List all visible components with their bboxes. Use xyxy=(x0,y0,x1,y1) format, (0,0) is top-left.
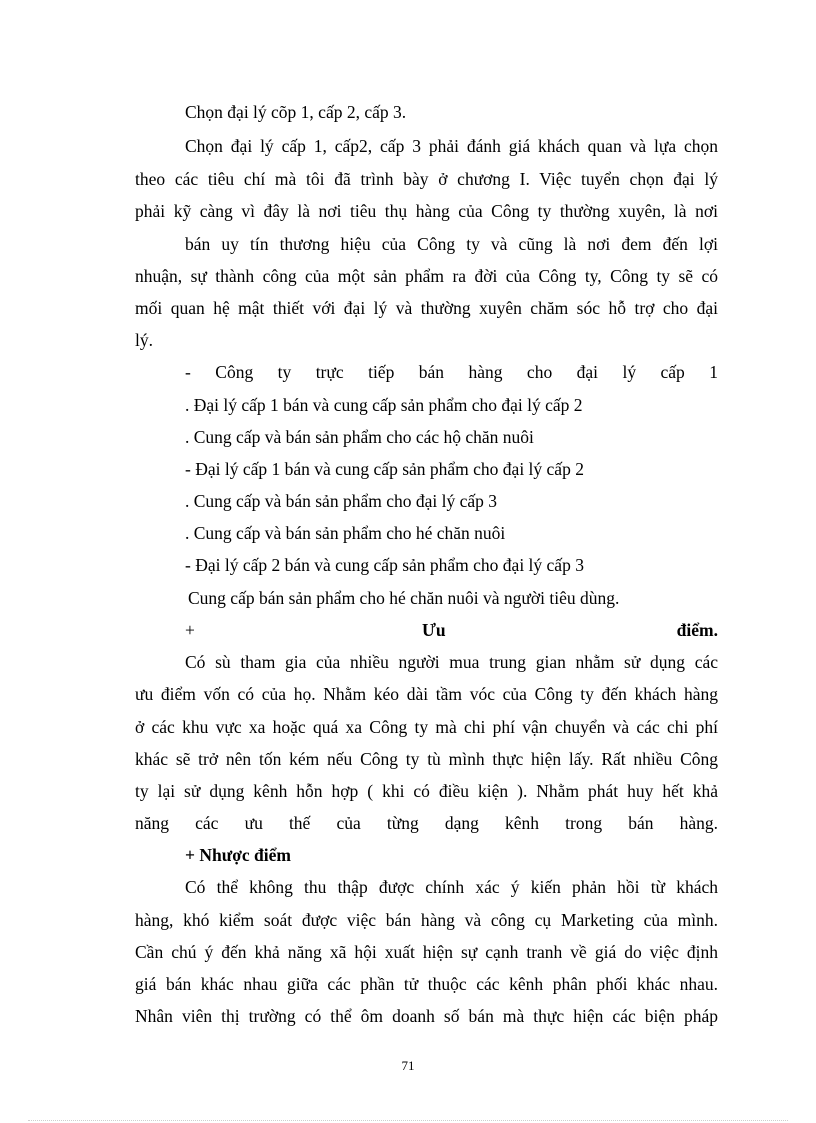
list-item: - Đại lý cấp 2 bán và cung cấp sản phẩm cho đại lý cấp 3 xyxy=(185,555,584,575)
list-item: . Cung cấp và bán sản phẩm cho hé chăn nuôi xyxy=(185,523,506,543)
text-line: giá bán khác nhau giữa các phần tử thuộc các kênh phân phối khác nhau. xyxy=(135,974,718,994)
text-line: Có thể không thu thập được chính xác ý kiến phản hồi từ khách xyxy=(185,877,718,897)
text-line: bán uy tín thương hiệu của Công ty và cũng là nơi đem đến lợi xyxy=(185,234,718,254)
text-line: Chọn đại lý cõp 1, cấp 2, cấp 3. xyxy=(185,102,407,122)
text-line: khác sẽ trở nên tốn kém nếu Công ty tù mình thực hiện lấy. Rất nhiều Công xyxy=(135,749,718,769)
text-line: phải kỹ càng vì đây là nơi tiêu thụ hàng của Công ty thường xuyên, là nơi xyxy=(135,201,718,221)
heading-plus: + xyxy=(185,620,195,640)
text-line: Cung cấp bán sản phẩm cho hé chăn nuôi và người tiêu dùng. xyxy=(188,588,620,608)
heading-word: Ưu xyxy=(422,620,446,640)
text-line: ưu điểm vốn có của họ. Nhằm kéo dài tầm vóc của Công ty đến khách hàng xyxy=(135,684,718,704)
list-item: . Cung cấp và bán sản phẩm cho đại lý cấp 3 xyxy=(185,491,497,511)
list-item: - Công ty trực tiếp bán hàng cho đại lý cấp 1 xyxy=(185,362,718,382)
text-line: nhuận, sự thành công của một sản phẩm ra đời của Công ty, Công ty sẽ có xyxy=(135,266,718,286)
text-line: ở các khu vực xa hoặc quá xa Công ty mà chi phí vận chuyển và các chi phí xyxy=(135,717,718,737)
page-number: 71 xyxy=(401,1058,415,1073)
text-line: Nhân viên thị trường có thể ôm doanh số bán mà thực hiện các biện pháp xyxy=(135,1006,718,1026)
list-item: - Đại lý cấp 1 bán và cung cấp sản phẩm cho đại lý cấp 2 xyxy=(185,459,584,479)
list-item: . Cung cấp và bán sản phẩm cho các hộ chăn nuôi xyxy=(185,427,534,447)
text-line: lý. xyxy=(135,330,153,350)
list-item: . Đại lý cấp 1 bán và cung cấp sản phẩm cho đại lý cấp 2 xyxy=(185,395,583,415)
text-line: mối quan hệ mật thiết với đại lý và thường xuyên chăm sóc hỗ trợ cho đại xyxy=(135,298,718,318)
text-line: ty lại sử dụng kênh hỗn hợp ( khi có điều kiện ). Nhằm phát huy hết khả xyxy=(135,781,718,801)
text-line: năng các ưu thế của từng dạng kênh trong bán hàng. xyxy=(135,813,718,833)
text-line: hàng, khó kiểm soát được việc bán hàng và công cụ Marketing của mình. xyxy=(135,910,718,930)
text-line: Cần chú ý đến khả năng xã hội xuất hiện sự cạnh tranh về giá do việc định xyxy=(135,942,718,962)
text-line: Có sù tham gia của nhiều người mua trung gian nhằm sử dụng các xyxy=(185,652,718,672)
page-bottom-divider xyxy=(28,1120,788,1121)
text-line: theo các tiêu chí mà tôi đã trình bày ở chương I. Việc tuyển chọn đại lý xyxy=(135,169,718,189)
text-line: Chọn đại lý cấp 1, cấp2, cấp 3 phải đánh giá khách quan và lựa chọn xyxy=(185,136,718,156)
heading-word: điểm. xyxy=(676,620,718,640)
advantage-heading xyxy=(185,618,718,642)
disadvantage-heading: + Nhược điểm xyxy=(185,845,291,865)
